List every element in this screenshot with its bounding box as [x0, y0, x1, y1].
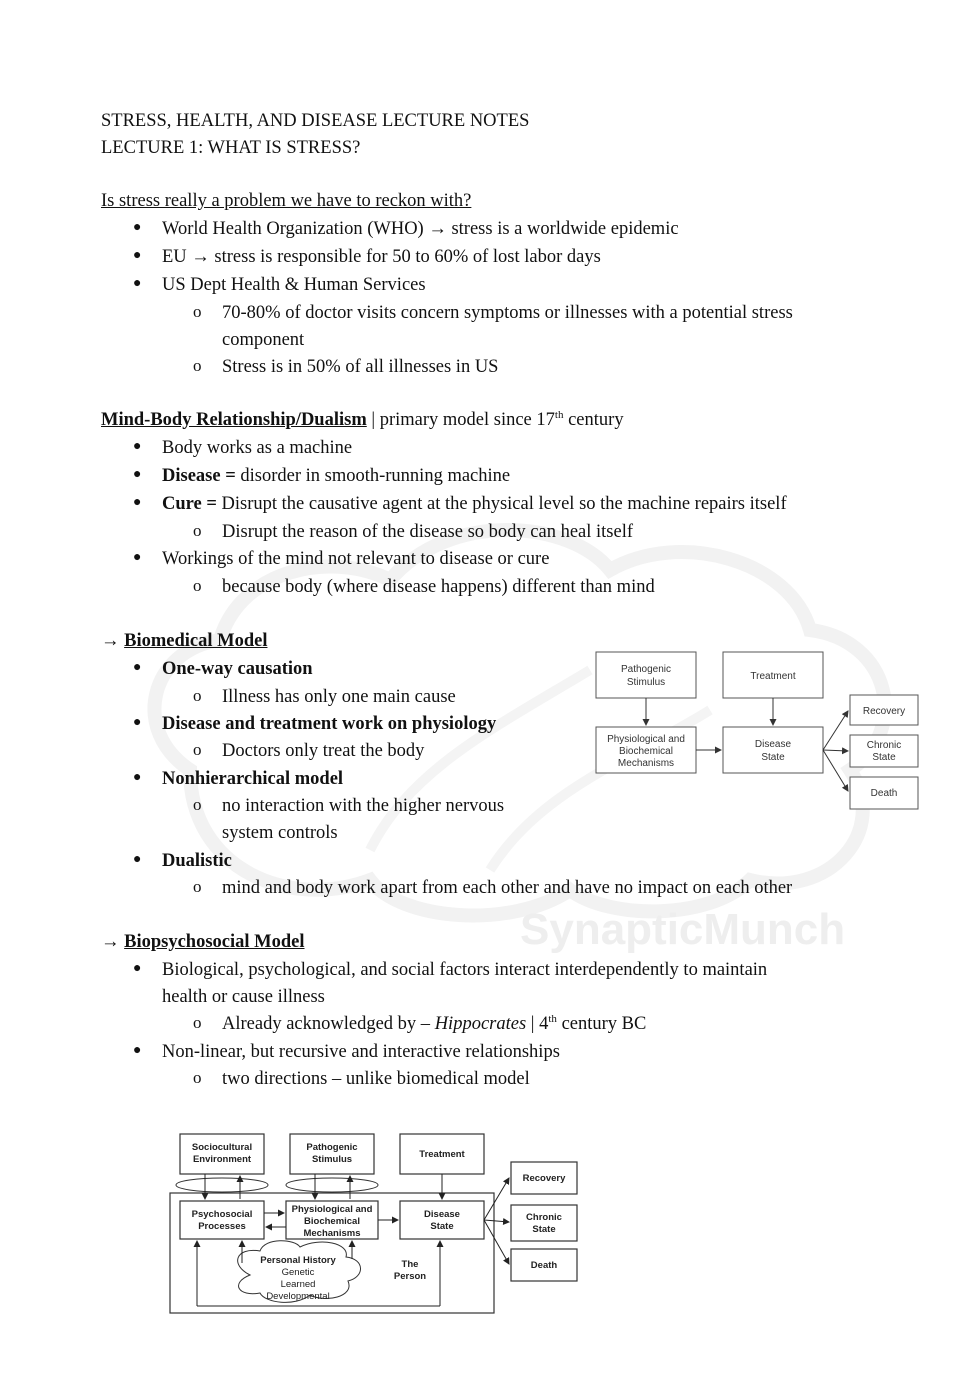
pathogenic-stimulus-box	[596, 652, 696, 698]
arrow-icon: →	[101, 932, 120, 952]
diagram-label: Sociocultural	[191, 1142, 253, 1153]
sub-list-item: two directions – unlike biomedical model	[222, 1069, 530, 1089]
list-item: Workings of the mind not relevant to disease or cure	[162, 549, 550, 569]
bullet-icon: ●	[133, 770, 142, 785]
term: Cure =	[162, 494, 217, 514]
diagram-label: Learned	[280, 1279, 316, 1290]
sub-bullet-icon: o	[193, 1013, 202, 1032]
list-item-continued: health or cause illness	[162, 987, 325, 1007]
diagram-label: Treatment	[750, 671, 796, 682]
disease-state-box	[723, 727, 823, 773]
disease-state-box	[400, 1201, 484, 1239]
diagram-label: Pathogenic	[306, 1142, 358, 1153]
arrow-icon: →	[101, 631, 120, 651]
sub-list-item: mind and body work apart from each other and have no impact on each other	[222, 878, 793, 898]
diagram-label: The	[401, 1259, 419, 1270]
loop-ellipse	[286, 1178, 378, 1192]
sub-list-item: because body (where disease happens) different than mind	[222, 577, 655, 597]
sub-list-item: Illness has only one main cause	[222, 687, 456, 707]
list-item: Disease and treatment work on physiology	[162, 714, 497, 734]
text: century BC	[556, 1014, 647, 1034]
diagram-label: Chronic	[866, 740, 902, 751]
bullet-icon: ●	[133, 660, 142, 675]
sub-list-item: no interaction with the higher nervous	[222, 796, 505, 816]
sub-list-item: Doctors only treat the body	[222, 741, 425, 761]
heading-label: Mind-Body Relationship/Dualism	[101, 410, 367, 430]
text: Already acknowledged by –	[222, 1014, 435, 1034]
heading-label: Biomedical Model	[124, 631, 268, 651]
sub-list-item: Stress is in 50% of all illnesses in US	[222, 357, 499, 377]
diagram-label: Disease	[424, 1209, 460, 1220]
sub-bullet-icon: o	[193, 1068, 202, 1087]
list-item: Body works as a machine	[162, 438, 353, 458]
diagram-label: Biochemical	[304, 1216, 360, 1227]
watermark-text: SynapticMunch	[520, 905, 846, 954]
diagram-label: Genetic	[281, 1267, 315, 1278]
diagram-label: Developmental	[266, 1291, 330, 1302]
diagram-label: Death	[530, 1260, 558, 1271]
diagram-label: State	[761, 752, 785, 763]
arrow-line	[823, 750, 848, 751]
sub-list-item	[222, 1013, 646, 1035]
term: Disease =	[162, 466, 236, 486]
sub-list-item: 70-80% of doctor visits concern symptoms or illnesses with a potential stress	[222, 303, 793, 323]
diagram-label: Recovery	[862, 706, 906, 717]
bullet-icon: ●	[133, 467, 142, 482]
bullet-icon: ●	[133, 495, 142, 510]
diagram-label: Person	[393, 1271, 427, 1282]
section-heading-dualism	[101, 409, 624, 431]
diagram-label: Chronic	[526, 1212, 562, 1223]
list-item	[162, 465, 510, 487]
diagram-label: Disease	[754, 739, 792, 750]
diagram-label: Personal History	[260, 1255, 336, 1266]
sub-list-item-continued: component	[222, 330, 305, 350]
list-item: Non-linear, but recursive and interactive relationships	[162, 1042, 560, 1062]
list-item: World Health Organization (WHO) → stress is a worldwide epidemic	[162, 219, 679, 239]
lecture-title: LECTURE 1: WHAT IS STRESS?	[101, 138, 361, 158]
section-heading-biopsychosocial	[101, 931, 305, 953]
diagram-label: State	[430, 1221, 454, 1232]
sub-list-item: Disrupt the reason of the disease so body can heal itself	[222, 522, 633, 542]
loop-ellipse	[176, 1178, 268, 1192]
diagram-label: Physiological and	[291, 1204, 373, 1215]
heading-label: Biopsychosocial Model	[124, 932, 305, 952]
sub-bullet-icon: o	[193, 521, 202, 540]
diagram-label: Mechanisms	[303, 1228, 361, 1239]
bullet-icon: ●	[133, 220, 142, 235]
list-item: US Dept Health & Human Services	[162, 275, 426, 295]
list-item	[162, 493, 787, 515]
sub-bullet-icon: o	[193, 576, 202, 595]
diagram-label: Processes	[198, 1221, 246, 1232]
sub-bullet-icon: o	[193, 795, 202, 814]
sub-bullet-icon: o	[193, 740, 202, 759]
bullet-icon: ●	[133, 248, 142, 263]
bullet-icon: ●	[133, 550, 142, 565]
biopsychosocial-model-diagram	[160, 1125, 590, 1325]
diagram-label: Stimulus	[311, 1154, 353, 1165]
bullet-icon: ●	[133, 1043, 142, 1058]
superscript: th	[554, 408, 564, 421]
bullet-icon: ●	[133, 276, 142, 291]
list-item: Dualistic	[162, 851, 232, 871]
sub-list-item-continued: system controls	[222, 823, 338, 843]
heading-rest: | primary model since 17	[366, 410, 555, 430]
superscript: th	[548, 1012, 557, 1025]
sub-bullet-icon: o	[193, 877, 202, 896]
diagram-label: Mechanisms	[617, 758, 675, 769]
diagram-label: Death	[870, 788, 898, 799]
arrow-line	[823, 711, 848, 750]
bullet-icon: ●	[133, 439, 142, 454]
section-heading-biomedical	[101, 630, 267, 652]
text: | 4	[526, 1014, 549, 1034]
diagram-label: Environment	[192, 1154, 252, 1165]
sub-bullet-icon: o	[193, 686, 202, 705]
list-item: EU → stress is responsible for 50 to 60% of lost labor days	[162, 247, 601, 267]
sub-bullet-icon: o	[193, 356, 202, 375]
bullet-icon: ●	[133, 852, 142, 867]
diagram-label: State	[872, 752, 896, 763]
definition: disorder in smooth-running machine	[235, 466, 511, 486]
diagram-label: Pathogenic	[620, 664, 672, 675]
diagram-label: Psychosocial	[191, 1209, 253, 1220]
diagram-label: Treatment	[419, 1149, 465, 1160]
section-heading-stress-problem: Is stress really a problem we have to reckon with?	[101, 191, 472, 211]
diagram-label: Stimulus	[626, 677, 666, 688]
arrow-line	[823, 750, 848, 791]
definition: Disrupt the causative agent at the physical level so the machine repairs itself	[216, 494, 787, 514]
diagram-label: Recovery	[522, 1173, 566, 1184]
list-item: Biological, psychological, and social factors interact interdependently to maintain	[162, 960, 768, 980]
document-title: STRESS, HEALTH, AND DISEASE LECTURE NOTES	[101, 111, 530, 131]
italic-name: Hippocrates	[434, 1014, 527, 1034]
diagram-label: Biochemical	[619, 746, 673, 757]
sub-bullet-icon: o	[193, 302, 202, 321]
list-item: One-way causation	[162, 659, 313, 679]
diagram-label: Physiological and	[607, 734, 685, 745]
diagram-label: State	[532, 1224, 556, 1235]
biomedical-model-diagram	[590, 645, 930, 815]
bullet-icon: ●	[133, 715, 142, 730]
psychosocial-box	[180, 1201, 264, 1239]
bullet-icon: ●	[133, 961, 142, 976]
heading-end: century	[563, 410, 624, 430]
list-item: Nonhierarchical model	[162, 769, 344, 789]
chronic-state-box	[511, 1205, 577, 1241]
